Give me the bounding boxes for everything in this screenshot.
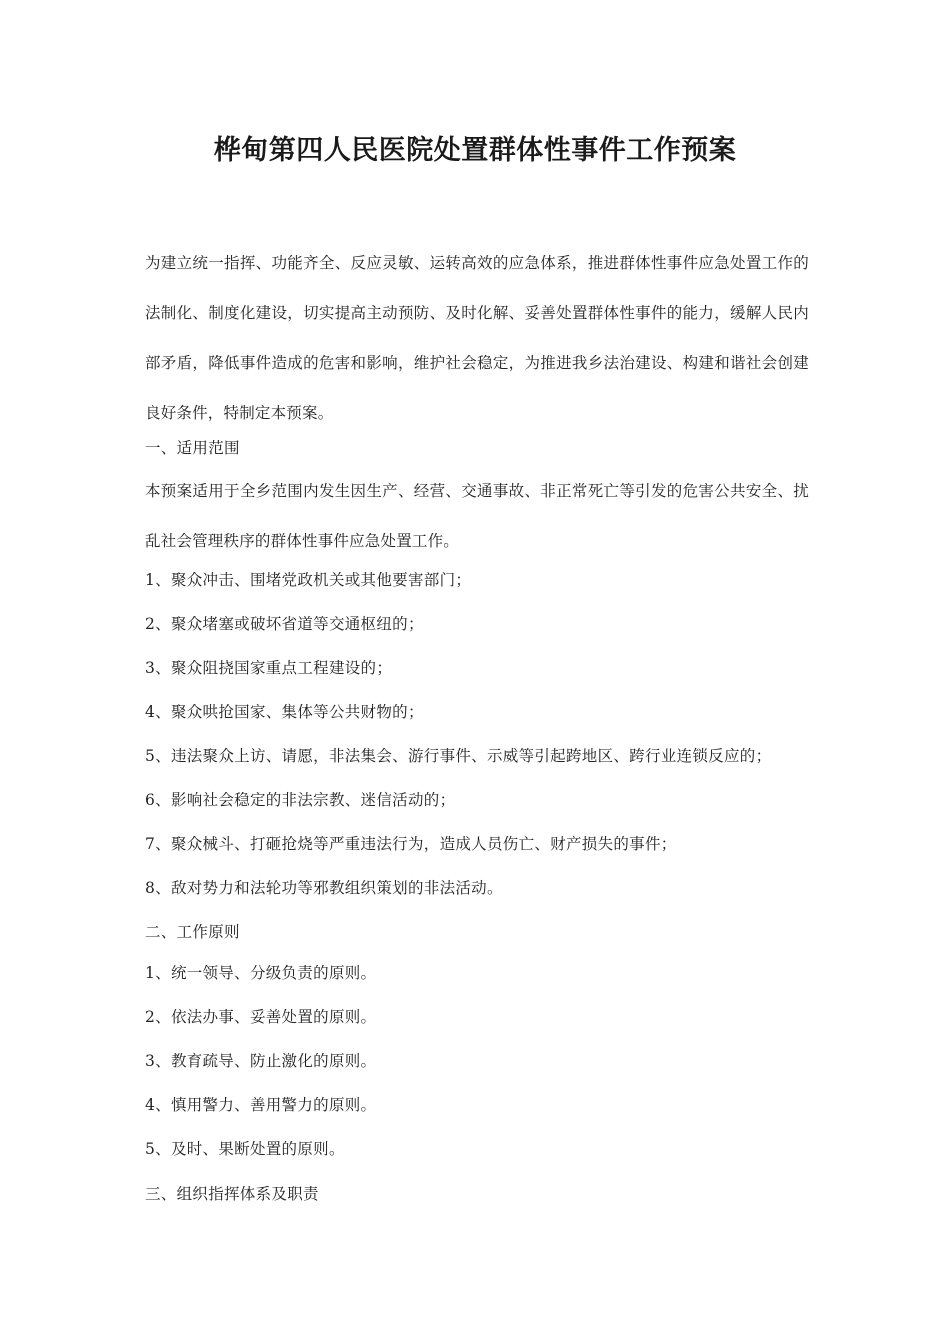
scope-item-4: 4、聚众哄抢国家、集体等公共财物的； (145, 703, 424, 721)
scope-item-3: 3、聚众阻挠国家重点工程建设的； (145, 659, 393, 677)
scope-item-5: 5、违法聚众上访、请愿，非法集会、游行事件、示威等引起跨地区、跨行业连锁反应的； (145, 747, 772, 765)
scope-item-7: 7、聚众械斗、打砸抢烧等严重违法行为，造成人员伤亡、财产损失的事件； (145, 835, 677, 853)
section-heading-principles: 二、工作原则 (145, 923, 240, 941)
scope-item-2: 2、聚众堵塞或破坏省道等交通枢纽的； (145, 615, 424, 633)
principle-item-2: 2、依法办事、妥善处置的原则。 (145, 1008, 377, 1026)
section-heading-scope: 一、适用范围 (145, 439, 240, 457)
principle-item-1: 1、统一领导、分级负责的原则。 (145, 964, 377, 982)
scope-item-8: 8、敌对势力和法轮功等邪教组织策划的非法活动。 (145, 879, 503, 897)
scope-item-1: 1、聚众冲击、围堵党政机关或其他要害部门； (145, 571, 472, 589)
scope-item-6: 6、影响社会稳定的非法宗教、迷信活动的； (145, 791, 456, 809)
intro-paragraph: 为建立统一指挥、功能齐全、反应灵敏、运转高效的应急体系，推进群体性事件应急处置工作的法制化、制度化建设，切实提高主动预防、及时化解、妥善处置群体性事件的能力，缓解人民内部矛盾，降低事件造成的危害和影响，维护社会稳定，为推进我乡法治建设、构建和谐社会创建良好条件，特制定本预案。 (145, 254, 809, 422)
scope-paragraph: 本预案适用于全乡范围内发生因生产、经营、交通事故、非正常死亡等引发的危害公共安全、扰乱社会管理秩序的群体性事件应急处置工作。 (145, 482, 809, 550)
section-heading-organization: 三、组织指挥体系及职责 (145, 1185, 319, 1203)
principle-item-5: 5、及时、果断处置的原则。 (145, 1140, 345, 1158)
principle-item-3: 3、教育疏导、防止激化的原则。 (145, 1052, 377, 1070)
document-title: 桦甸第四人民医院处置群体性事件工作预案 (213, 135, 737, 166)
principle-item-4: 4、慎用警力、善用警力的原则。 (145, 1096, 377, 1114)
